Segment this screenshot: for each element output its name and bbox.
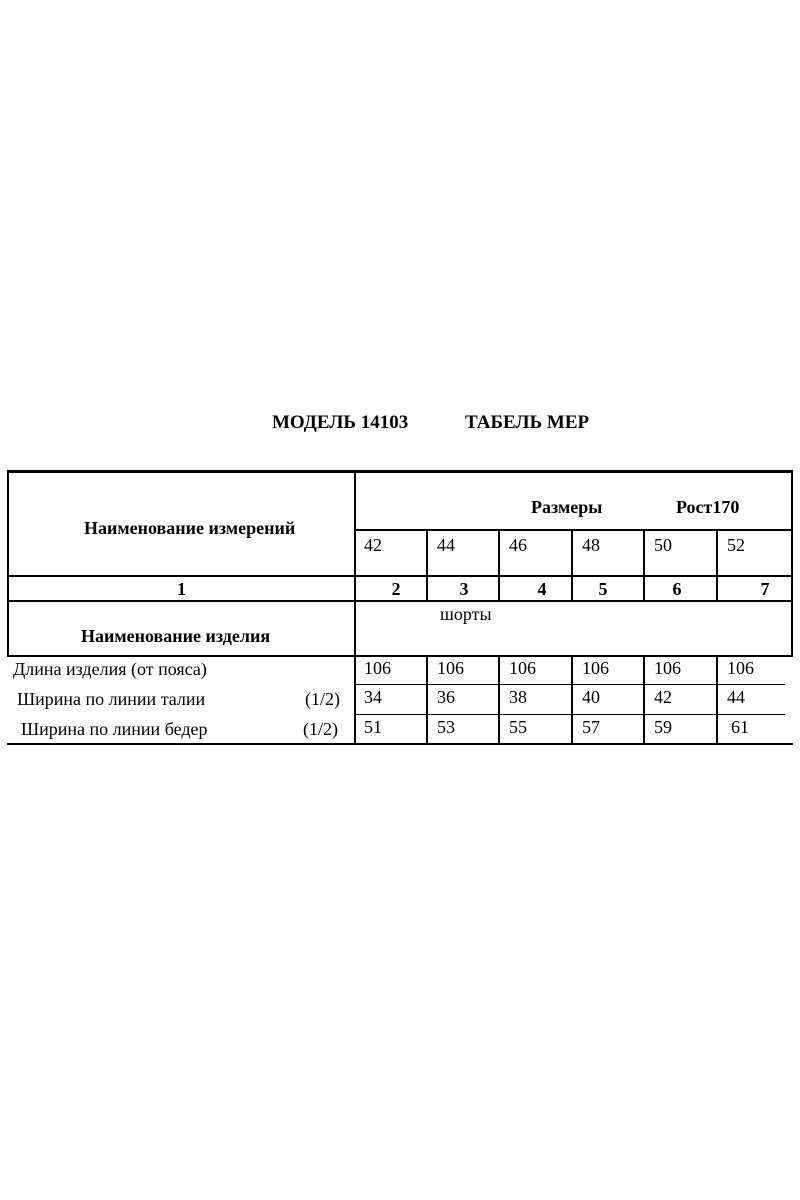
column-number: 7 — [760, 579, 770, 599]
size-cell: 46 — [509, 535, 527, 555]
row-label-waist: Ширина по линии талии — [17, 689, 206, 709]
size-cell: 42 — [364, 535, 382, 555]
table-cell: 106 — [509, 658, 536, 678]
size-cell: 44 — [437, 535, 455, 555]
table-cell: 106 — [654, 658, 681, 678]
table-line-sizes-top — [354, 529, 793, 531]
table-border-right — [791, 470, 793, 657]
table-cell: 34 — [364, 687, 382, 707]
row-note-waist: (1/2) — [305, 689, 340, 709]
table-divider-col5-rows — [571, 657, 573, 745]
table-cell: 106 — [364, 658, 391, 678]
column-number: 6 — [672, 579, 682, 599]
row-note-hips: (1/2) — [303, 719, 338, 739]
column-number: 2 — [391, 579, 401, 599]
model-title: МОДЕЛЬ 14103 — [272, 412, 409, 433]
table-border-top — [7, 470, 793, 473]
table-cell: 40 — [582, 687, 600, 707]
table-cell: 42 — [654, 687, 672, 707]
table-cell: 61 — [731, 717, 749, 737]
column-number: 3 — [459, 579, 469, 599]
table-cell: 36 — [437, 687, 455, 707]
table-line-row2-bottom — [354, 714, 785, 715]
height-label: Рост170 — [676, 497, 740, 517]
product-name: шорты — [440, 604, 492, 624]
sizes-label: Размеры — [531, 497, 603, 517]
table-cell: 106 — [727, 658, 754, 678]
column-number: 1 — [177, 579, 186, 599]
product-header: Наименование изделия — [81, 626, 271, 646]
size-chart-title: ТАБЕЛЬ МЕР — [465, 412, 590, 433]
table-divider-col7-rows — [716, 657, 718, 745]
table-divider-main — [354, 470, 356, 745]
column-number: 5 — [598, 579, 608, 599]
table-divider-col6-rows — [643, 657, 645, 745]
size-cell: 52 — [727, 535, 745, 555]
table-cell: 59 — [654, 717, 672, 737]
table-divider-col7 — [716, 529, 718, 602]
table-cell: 53 — [437, 717, 455, 737]
column-number: 4 — [537, 579, 547, 599]
table-cell: 57 — [582, 717, 600, 737]
table-cell: 44 — [727, 687, 745, 707]
table-cell: 106 — [437, 658, 464, 678]
table-line-numbers-top — [7, 575, 793, 577]
table-cell: 38 — [509, 687, 527, 707]
measurement-header: Наименование измерений — [84, 518, 296, 538]
size-cell: 50 — [654, 535, 672, 555]
table-line-numbers-bottom — [7, 600, 793, 602]
table-divider-col4-rows — [498, 657, 500, 745]
table-line-row1-bottom — [354, 684, 785, 685]
table-border-bottom — [7, 743, 793, 745]
table-cell: 106 — [582, 658, 609, 678]
table-cell: 51 — [364, 717, 382, 737]
table-border-left-product — [7, 600, 9, 657]
table-cell: 55 — [509, 717, 527, 737]
row-label-length: Длина изделия (от пояса) — [13, 659, 207, 679]
row-label-hips: Ширина по линии бедер — [21, 719, 208, 739]
table-divider-col3-rows — [426, 657, 428, 745]
size-cell: 48 — [582, 535, 600, 555]
